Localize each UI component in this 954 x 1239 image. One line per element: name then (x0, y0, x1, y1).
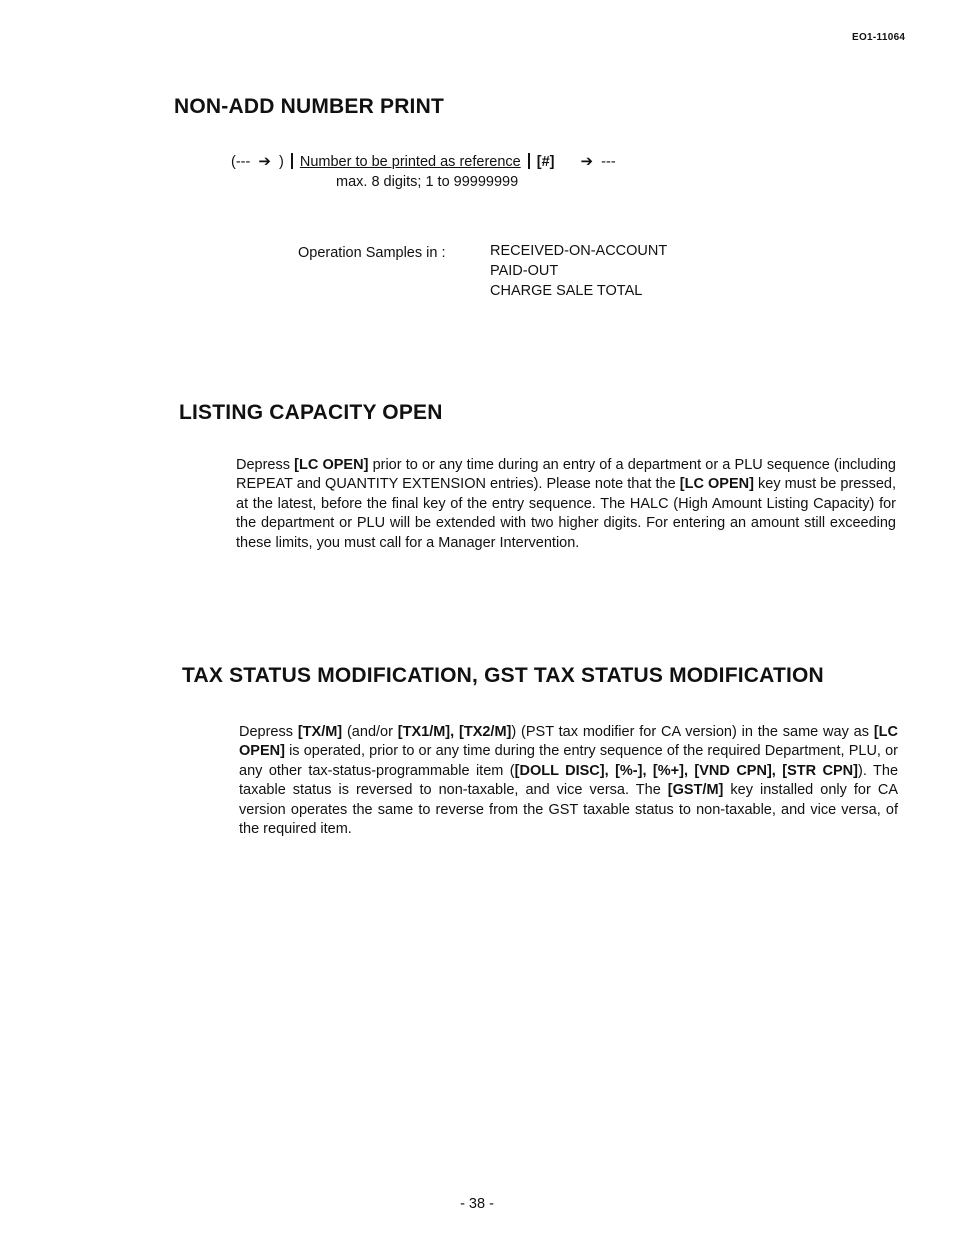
text: is operated, prior to or any time during the entry sequence of the required Department, PLU, or any other tax-status-programmable item ( (239, 743, 898, 779)
text: ) (PST tax modifier for CA version) in the same way as (511, 724, 874, 740)
sample-item: CHARGE SALE TOTAL (490, 283, 643, 299)
section-title-non-add-number-print: NON-ADD NUMBER PRINT (174, 95, 444, 118)
text: (and/or (342, 724, 398, 740)
key-label: [TX1/M], [TX2/M] (397, 724, 512, 740)
key-label: [LC OPEN] (679, 476, 754, 493)
key-label: [LC OPEN] (294, 457, 369, 473)
key-label: [DOLL DISC], [%-], [%+], [VND CPN], [STR CPN] (514, 762, 858, 779)
document-code: EO1-11064 (852, 32, 906, 43)
sample-item: PAID-OUT (490, 263, 559, 279)
page-number: - 38 - (460, 1196, 494, 1212)
listing-capacity-paragraph (236, 456, 896, 553)
syntax-note: max. 8 digits; 1 to 99999999 (336, 174, 519, 190)
key-label: [TX/M] (297, 724, 343, 740)
text: Depress (236, 457, 295, 473)
text: prior to or any time during an entry of a department or a PLU sequence (including REPEAT and QUANTITY EXTENSION entries). Please note that the (236, 457, 897, 493)
syntax-tail: --- (601, 154, 616, 170)
samples-list (490, 241, 667, 301)
section-title-tax-status-modification: TAX STATUS MODIFICATION, GST TAX STATUS MODIFICATION (182, 664, 824, 687)
key-label: [GST/M] (667, 782, 724, 799)
syntax-close: ) (278, 154, 284, 170)
section-title-listing-capacity-open: LISTING CAPACITY OPEN (179, 401, 443, 424)
key-label: [LC OPEN] (239, 724, 899, 760)
text: ). The taxable status is reversed to non-taxable, and vice versa. The (239, 762, 899, 799)
arrow-right-icon: ➔ (258, 153, 271, 170)
tax-status-paragraph (239, 723, 898, 839)
text: Depress (239, 724, 298, 740)
text: key installed only for CA version operates the same to reverse from the GST taxable status to non-taxable, and vice versa, of the required item. (239, 782, 898, 838)
syntax-open: (--- (231, 154, 251, 170)
syntax-key: [#] (536, 154, 555, 170)
syntax-field: Number to be printed as reference (299, 154, 521, 170)
sample-item: RECEIVED-ON-ACCOUNT (490, 243, 668, 259)
text: key must be pressed, at the latest, before the final key of the entry sequence. The HALC (High Amount Listing Capacity) for the department or PLU will be extended with two higher digits. For entering an amount still exceeding these limits, you must call for a Manager Intervention. (236, 476, 897, 551)
field-left-bar (291, 153, 293, 169)
key-sequence-syntax (231, 152, 616, 170)
samples-label: Operation Samples in : (298, 245, 446, 261)
arrow-right-icon: ➔ (580, 153, 594, 170)
field-right-bar (528, 153, 530, 169)
